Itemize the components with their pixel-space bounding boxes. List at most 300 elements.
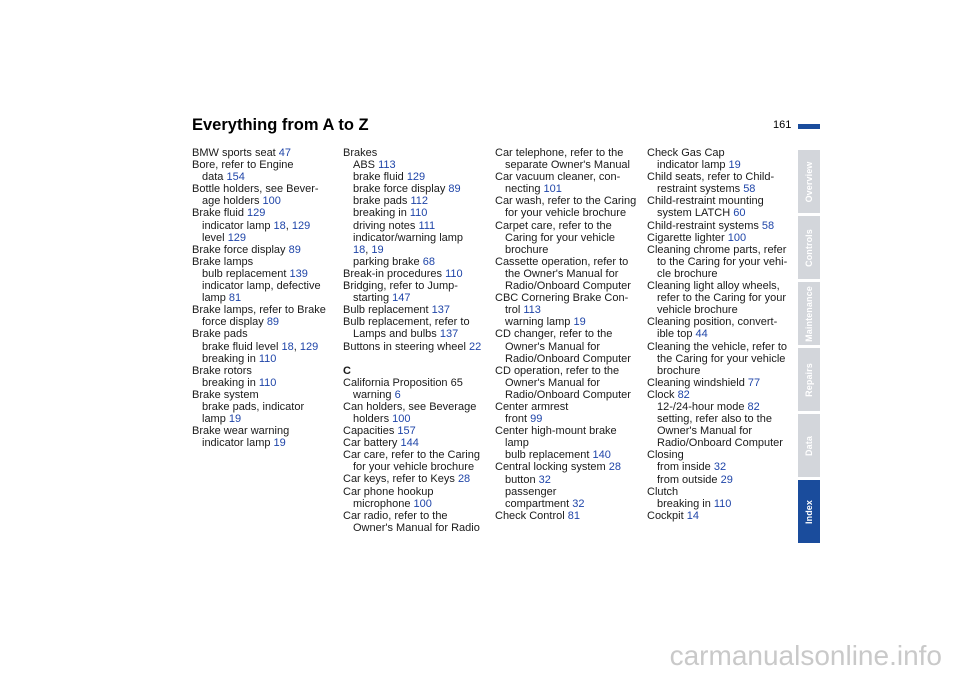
page-reference-link[interactable]: 82 [677,388,690,401]
index-entry-text: Buttons in steering wheel [343,340,469,353]
index-entry [343,207,488,219]
page-title: Everything from A to Z [192,116,369,134]
page-reference-link[interactable]: 28 [457,473,471,486]
index-entry [192,207,337,219]
index-column-2 [343,147,488,534]
index-entry [495,437,640,449]
index-entry [495,353,640,365]
index-entry [647,268,792,280]
index-entry [192,159,337,171]
index-entry [343,183,488,195]
page-reference-link[interactable]: 139 [289,267,308,280]
index-entry-text: for your vehicle brochure [505,207,627,220]
index-entry-text: Brake pads [192,328,248,341]
index-entry-text: setting, refer also to the [657,413,772,426]
index-entry [647,486,792,498]
index-entry [495,183,640,195]
index-entry-text: driving notes [353,219,419,232]
index-entry-text: Bridging, refer to Jump- [343,280,458,293]
index-entry-text: Car keys, refer to Keys [343,473,458,486]
index-entry [343,401,488,413]
page-reference-link[interactable]: 6 [394,388,401,401]
index-entry [495,461,640,473]
index-entry-text: brake pads [353,195,411,208]
index-entry-text: separate Owner's Manual [505,159,630,172]
index-entry-text: Car radio, refer to the [343,509,448,522]
page-reference-link[interactable]: 100 [727,231,747,244]
index-column-3 [495,147,640,522]
index-entry [647,159,792,171]
index-entry-text: Brake fluid [192,207,248,220]
page-reference-link[interactable]: 154 [226,171,245,184]
index-entry-text: Child-restraint systems [647,219,762,232]
page-reference-link[interactable]: 110 [258,376,277,389]
index-entry-text: the Caring for your vehicle [657,352,786,365]
index-entry-text: Owner's Manual for [505,376,601,389]
index-letter-heading: C [343,364,351,377]
page-reference-link[interactable]: 19 [371,243,384,256]
index-entry-text: Bore, refer to Engine [192,159,294,172]
ref-separator: , [365,243,372,256]
page-reference-link[interactable]: 137 [439,328,459,341]
index-entry [495,207,640,219]
index-entry-text: Caring for your vehicle [505,231,616,244]
index-entry-text: Car care, refer to the Caring [343,449,480,462]
index-entry [192,316,337,328]
index-entry [647,461,792,473]
index-entry [343,304,488,316]
index-entry [192,437,337,449]
index-entry-text: from inside [657,461,714,474]
index-entry [192,280,337,292]
page-reference-link[interactable]: 58 [761,219,775,232]
page-reference-link[interactable]: 32 [572,497,585,510]
page-reference-link[interactable]: 100 [392,412,411,425]
ref-separator: , [285,219,292,232]
index-entry-text: Cigarette lighter [647,231,728,244]
index-entry [343,195,488,207]
index-entry [495,220,640,232]
index-entry [647,147,792,159]
page-reference-link[interactable]: 18 [273,219,286,232]
index-entry [495,195,640,207]
index-entry [647,389,792,401]
index-entry [343,522,488,534]
page-reference-link[interactable]: 110 [409,207,428,220]
index-entry-text: Bulb replacement [343,304,432,317]
index-entry [647,401,792,413]
index-entry [495,510,640,522]
index-entry-text: indicator/warning lamp [353,231,464,244]
index-entry-text: indicator lamp [202,437,274,450]
index-entry-text: compartment [505,497,573,510]
index-entry-text: Owner's Manual for [657,425,753,438]
index-entry-text: ible top [657,328,696,341]
page-reference-link[interactable]: 140 [592,449,611,462]
index-entry-text: brochure [505,243,549,256]
index-entry [495,365,640,377]
index-entry [495,159,640,171]
index-entry-text: Brake wear warning [192,425,290,438]
page-reference-link[interactable]: 89 [288,243,301,256]
index-entry-text: holders [353,412,393,425]
page-reference-link[interactable]: 28 [608,461,621,474]
index-entry [647,377,792,389]
index-entry-text: Car vacuum cleaner, con- [495,171,621,184]
index-entry [495,389,640,401]
index-entry [192,401,337,413]
index-entry [647,292,792,304]
index-column-4 [647,147,792,522]
index-entry [647,195,792,207]
index-entry [495,232,640,244]
page-reference-link[interactable]: 47 [278,147,292,159]
index-entry-text: Check Control [495,509,568,522]
index-entry-text: Lamps and bulbs [353,328,440,341]
index-entry [647,316,792,328]
watermark: carmanualsonline.info [669,640,942,671]
index-entry [495,292,640,304]
page-reference-link[interactable]: 14 [686,509,699,522]
index-entry-text: Brake force display [192,243,289,256]
index-entry-text: vehicle brochure [657,304,738,317]
index-entry [647,437,792,449]
index-entry [343,413,488,425]
index-entry-text: brake fluid level [202,340,282,353]
index-entry [343,232,488,244]
index-entry-text: Cleaning the vehicle, refer to [647,340,788,353]
index-entry [647,449,792,461]
index-entry [343,389,488,401]
index-entry-text: the Owner's Manual for [505,267,619,280]
index-entry-text: button [505,473,539,486]
index-entry-text: Owner's Manual for [505,340,601,353]
tab-data[interactable] [798,414,820,477]
index-entry-text: for your vehicle brochure [353,461,475,474]
index-entry-text: Clutch [647,485,679,498]
index-entry-text: indicator lamp, defective [202,280,321,293]
tab-maintenance[interactable] [798,282,820,345]
tab-label: Controls [804,228,814,267]
index-entry-text: bulb replacement [505,449,593,462]
index-entry [192,365,337,377]
index-entry [343,377,488,389]
index-entry-text: Center high-mount brake [495,425,617,438]
index-entry-text: parking brake [353,255,423,268]
index-entry-text: system LATCH [657,207,734,220]
index-entry-text: Child-restraint mounting [647,195,764,208]
index-entry [343,461,488,473]
index-entry [192,292,337,304]
index-entry-text: brake force display [353,183,449,196]
page-reference-link[interactable]: 129 [406,171,426,184]
index-entry-text: Brake rotors [192,364,252,377]
page-reference-link[interactable]: 144 [400,437,419,450]
index-entry-text: Bottle holders, see Bever- [192,183,319,196]
index-entry [343,244,488,256]
page-reference-link[interactable]: 18 [353,243,366,256]
index-entry-text: brochure [657,364,701,377]
index-entry-text: necting [505,183,544,196]
index-entry-text: starting [353,292,393,305]
index-entry [343,159,488,171]
index-entry-text: breaking in [657,497,714,510]
index-entry-text: age holders [202,195,263,208]
page-reference-link[interactable]: 58 [743,183,756,196]
index-entry-text: Break-in procedures [343,267,446,280]
page-reference-link[interactable]: 29 [720,473,733,486]
page-reference-link[interactable]: 19 [728,159,741,172]
index-entry [647,171,792,183]
index-entry [343,268,488,280]
index-entry-text: Radio/Onboard Computer [505,280,631,293]
index-entry [495,449,640,461]
index-entry [495,304,640,316]
page-reference-link[interactable]: 18 [281,340,294,353]
index-entry-text: Check Gas Cap [647,147,725,159]
page-reference-link[interactable]: 82 [747,400,760,413]
index-entry-text: Brake lamps, refer to Brake [192,304,326,317]
index-entry-text: Car phone hookup [343,485,434,498]
index-entry [343,256,488,268]
page-reference-link[interactable]: 101 [543,183,562,196]
index-entry-text: CD changer, refer to the [495,328,613,341]
index-entry [343,147,488,159]
index-entry [495,147,640,159]
index-entry-text: Capacities [343,425,398,438]
page-reference-link[interactable]: 129 [227,231,247,244]
index-entry-text: Bulb replacement, refer to [343,316,470,329]
index-entry-text: Cleaning windshield [647,376,748,389]
ref-separator: , [293,340,300,353]
page-reference-link[interactable]: 19 [573,316,586,329]
tab-controls[interactable] [798,216,820,279]
index-entry-text: restraint systems [657,183,744,196]
index-entry [192,413,337,425]
page-reference-link[interactable]: 100 [262,195,281,208]
index-entry-text: warning lamp [505,316,574,329]
page-reference-link[interactable]: 110 [445,267,463,280]
index-entry [495,498,640,510]
index-entry-text: Owner's Manual for Radio [353,521,480,534]
page-reference-link[interactable]: 129 [299,340,319,353]
index-entry-text: BMW sports seat [192,147,279,159]
index-entry-text: Cassette operation, refer to [495,255,629,268]
index-entry [192,353,337,365]
index-entry-text: CBC Cornering Brake Con- [495,292,629,305]
index-entry-text: trol [505,304,524,317]
index-entry-text: breaking in [353,207,410,220]
index-entry [192,183,337,195]
page-reference-link[interactable]: 113 [523,304,541,317]
index-entry [192,195,337,207]
index-entry [343,486,488,498]
page-reference-link[interactable]: 129 [247,207,266,220]
page-reference-link[interactable]: 113 [378,159,396,172]
index-entry-text: level [202,231,228,244]
page-reference-link[interactable]: 110 [258,352,277,365]
index-entry-text: indicator lamp [202,219,274,232]
page-reference-link[interactable]: 19 [228,413,242,426]
index-entry [647,498,792,510]
tab-label: Repairs [804,362,814,397]
page-reference-link[interactable]: 110 [713,497,732,510]
index-entry-text: indicator lamp [657,159,729,172]
index-entry [647,413,792,425]
index-entry-text: microphone [353,497,414,510]
index-entry [192,171,337,183]
index-entry-text: warning [353,388,395,401]
index-entry-text: Child seats, refer to Child- [647,171,775,184]
index-entry-text: cle brochure [657,267,718,280]
index-entry [192,256,337,268]
index-entry [647,220,792,232]
page-reference-link[interactable]: 99 [530,413,543,426]
index-entry [495,268,640,280]
index-entry [495,328,640,340]
page-reference-link[interactable]: 89 [448,183,461,196]
page-reference-link[interactable]: 89 [266,316,280,329]
index-entry-text: CD operation, refer to the [495,364,620,377]
section-gap [343,353,488,365]
index-entry [647,280,792,292]
index-entry-text: brake fluid [353,171,407,184]
index-entry-text: data [202,171,227,184]
index-entry-text: California Proposition 65 [343,376,463,389]
index-entry-text: Carpet care, refer to the [495,219,612,232]
index-entry-text: Car telephone, refer to the [495,147,624,159]
tab-repairs[interactable] [798,348,820,411]
index-entry [192,328,337,340]
index-entry [647,425,792,437]
index-entry-text: Brake system [192,388,259,401]
index-entry [343,473,488,485]
index-entry [343,171,488,183]
index-entry [647,207,792,219]
index-entry [192,341,337,353]
page-reference-link[interactable]: 32 [538,473,551,486]
page-reference-link[interactable]: 81 [567,509,581,522]
index-entry-text: Car wash, refer to the Caring [495,195,637,208]
tab-label: Index [804,499,814,524]
index-entry-text: lamp [505,437,529,450]
index-entry [192,268,337,280]
index-entry [647,474,792,486]
section-tabs [798,150,820,546]
index-entry [647,510,792,522]
index-entry-text: breaking in [202,376,259,389]
page-reference-link[interactable]: 137 [431,304,451,317]
index-entry [495,401,640,413]
index-entry-text: Center armrest [495,400,569,413]
index-entry [495,256,640,268]
page-reference-link[interactable]: 147 [392,292,411,305]
index-entry-text: Can holders, see Beverage [343,400,477,413]
index-entry [192,244,337,256]
index-entry-text: force display [202,316,267,329]
index-entry [495,280,640,292]
index-entry-text: Car battery [343,437,401,450]
index-entry-text: passenger [505,485,557,498]
index-entry [343,449,488,461]
page-reference-link[interactable]: 157 [397,425,416,438]
tab-index[interactable] [798,480,820,543]
index-entry-text: Central locking system [495,461,609,474]
page-reference-link[interactable]: 111 [418,219,436,232]
page-reference-link[interactable]: 22 [468,340,482,353]
index-entry-text: Closing [647,449,684,462]
index-entry [192,377,337,389]
index-entry-text: Radio/Onboard Computer [505,352,631,365]
page-reference-link[interactable]: 60 [733,207,746,220]
index-entry-text: Cleaning light alloy wheels, [647,280,780,293]
index-entry-text: brake pads, indicator [202,400,305,413]
index-entry [343,437,488,449]
page-reference-link[interactable]: 112 [410,195,429,208]
index-entry-text: Cockpit [647,509,687,522]
index-entry [647,353,792,365]
index-entry [192,304,337,316]
index-entry-text: bulb replacement [202,267,290,280]
index-entry-text: Radio/Onboard Computer [657,437,783,450]
index-entry-text: Clock [647,388,678,401]
page-reference-link[interactable]: 19 [273,437,286,450]
page-reference-link[interactable]: 68 [422,255,435,268]
index-entry [647,341,792,353]
page-reference-link[interactable]: 77 [747,376,761,389]
index-entry [343,220,488,232]
index-entry [343,280,488,292]
index-entry-text: lamp [202,413,229,426]
index-entry [495,244,640,256]
index-entry [343,425,488,437]
page-reference-link[interactable]: 32 [713,461,727,474]
index-entry [495,171,640,183]
tab-label: Maintenance [804,285,814,342]
index-entry-text: to the Caring for your vehi- [657,255,788,268]
page-reference-link[interactable]: 100 [413,497,432,510]
page-reference-link[interactable]: 129 [291,219,311,232]
index-entry [647,256,792,268]
page-marker [798,124,820,129]
page-reference-link[interactable]: 44 [695,328,708,341]
index-entry [495,425,640,437]
page-number: 161 [773,119,792,131]
tab-overview[interactable] [798,150,820,213]
index-entry [495,316,640,328]
index-entry [192,220,337,232]
index-entry [495,474,640,486]
index-entry [192,232,337,244]
index-entry-text: refer to the Caring for your [657,292,787,305]
tab-label: Overview [804,161,814,202]
tab-label: Data [804,435,814,456]
index-entry [647,183,792,195]
index-entry [343,341,488,353]
index-entry-text: ABS [353,159,379,172]
index-entry [343,510,488,522]
index-entry-text: Cleaning position, convert- [647,316,778,329]
index-entry-text: Brake lamps [192,255,254,268]
page-reference-link[interactable]: 81 [228,292,242,305]
index-entry [343,498,488,510]
index-entry [647,244,792,256]
index-entry-text: breaking in [202,352,259,365]
index-entry-text: lamp [202,292,229,305]
index-entry [495,341,640,353]
index-entry [495,377,640,389]
index-entry [495,486,640,498]
